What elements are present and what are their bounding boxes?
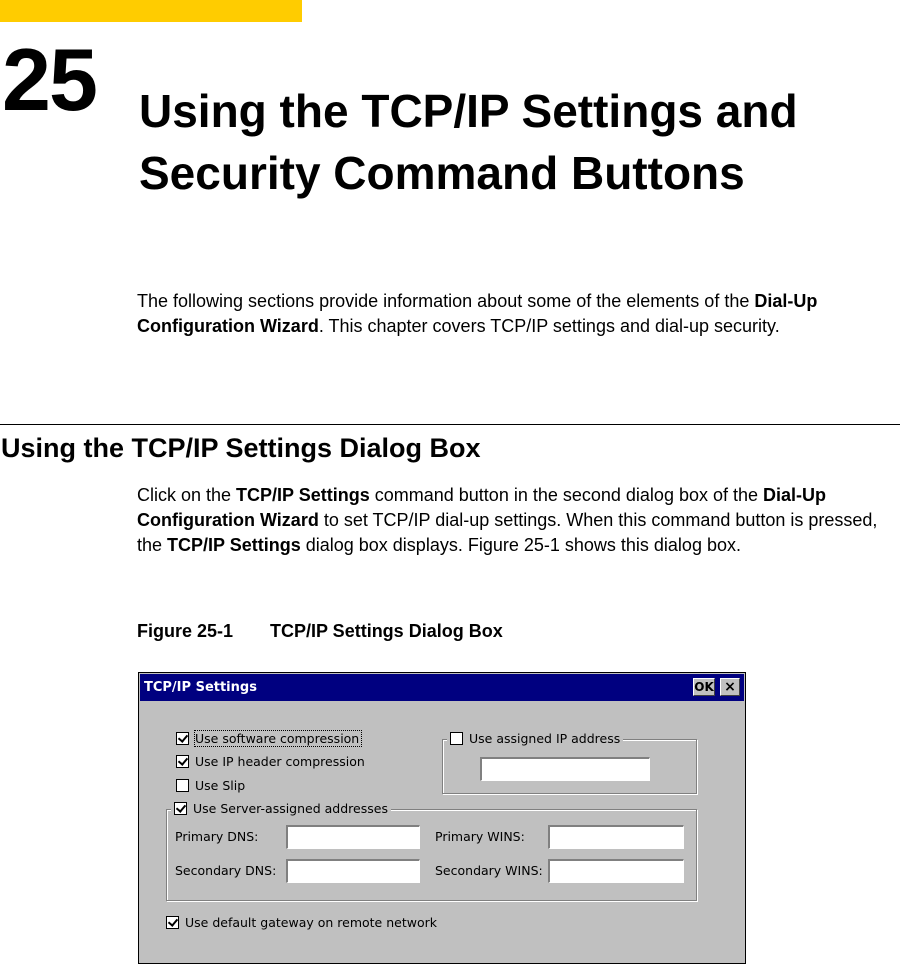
checkbox-checked-icon bbox=[176, 732, 189, 745]
primary-wins-field[interactable] bbox=[548, 825, 684, 849]
primary-dns-field[interactable] bbox=[286, 825, 420, 849]
use-ip-header-compression-checkbox[interactable] bbox=[176, 754, 365, 769]
para-text-2: command button in the second dialog box of the bbox=[369, 485, 764, 505]
use-slip-checkbox[interactable] bbox=[176, 778, 245, 793]
ok-button[interactable]: OK bbox=[694, 680, 714, 694]
server-assigned-group bbox=[166, 809, 697, 901]
section-paragraph bbox=[137, 483, 899, 558]
checkbox-label: Use Server-assigned addresses bbox=[193, 801, 388, 816]
checkbox-label: Use Slip bbox=[195, 778, 246, 793]
dialog-titlebar bbox=[140, 674, 744, 701]
tcpip-settings-dialog bbox=[138, 672, 746, 964]
secondary-wins-field[interactable] bbox=[548, 859, 684, 883]
chapter-tab-bar bbox=[0, 0, 302, 22]
primary-wins-label: Primary WINS: bbox=[435, 829, 525, 844]
figure-caption bbox=[137, 619, 503, 643]
checkbox-unchecked-icon bbox=[176, 779, 189, 792]
use-server-assigned-checkbox[interactable] bbox=[171, 801, 391, 816]
primary-dns-label: Primary DNS: bbox=[175, 829, 259, 844]
intro-bold-wizard: Dial-Up Configuration Wizard bbox=[137, 291, 818, 336]
dialog-title: TCP/IP Settings bbox=[144, 680, 257, 695]
para-text-4: dialog box displays. Figure 25-1 shows this dialog box. bbox=[300, 535, 741, 555]
use-default-gateway-checkbox[interactable] bbox=[166, 915, 437, 930]
secondary-dns-field[interactable] bbox=[286, 859, 420, 883]
secondary-dns-label: Secondary DNS: bbox=[175, 863, 277, 878]
use-software-compression-checkbox[interactable] bbox=[176, 731, 361, 746]
para-text-1: Click on the bbox=[137, 485, 237, 505]
intro-paragraph bbox=[137, 289, 877, 339]
checkbox-label: Use IP header compression bbox=[195, 754, 365, 769]
chapter-number: 25 bbox=[2, 30, 96, 129]
chapter-title-line2: Security Command Buttons bbox=[139, 147, 745, 199]
checkbox-label: Use default gateway on remote network bbox=[185, 915, 437, 930]
chapter-title bbox=[139, 80, 879, 204]
checkbox-label: Use assigned IP address bbox=[469, 731, 621, 746]
intro-text-2: . This chapter covers TCP/IP settings and dial-up security. bbox=[318, 316, 780, 336]
assigned-ip-field[interactable] bbox=[480, 757, 650, 781]
intro-text-1: The following sections provide information about some of the elements of the bbox=[137, 291, 755, 311]
close-button[interactable]: × bbox=[720, 678, 740, 696]
para-bold-1: TCP/IP Settings bbox=[236, 485, 370, 505]
checkbox-unchecked-icon bbox=[450, 732, 463, 745]
figure-number: Figure 25-1 bbox=[137, 621, 234, 641]
checkbox-checked-icon bbox=[174, 802, 187, 815]
figure-title: TCP/IP Settings Dialog Box bbox=[270, 621, 503, 641]
para-bold-2: Dial-Up Configuration Wizard bbox=[137, 485, 827, 530]
para-bold-3: TCP/IP Settings bbox=[167, 535, 301, 555]
use-assigned-ip-checkbox[interactable] bbox=[447, 731, 623, 746]
secondary-wins-label: Secondary WINS: bbox=[435, 863, 543, 878]
checkbox-label: Use software compression bbox=[195, 731, 360, 746]
chapter-title-line1: Using the TCP/IP Settings and bbox=[139, 85, 798, 137]
checkbox-checked-icon bbox=[166, 916, 179, 929]
para-text-3: to set TCP/IP dial-up settings. When this command button is pressed, the bbox=[137, 510, 878, 555]
section-heading: Using the TCP/IP Settings Dialog Box bbox=[1, 433, 481, 463]
checkbox-checked-icon bbox=[176, 755, 189, 768]
section-rule bbox=[0, 424, 900, 425]
